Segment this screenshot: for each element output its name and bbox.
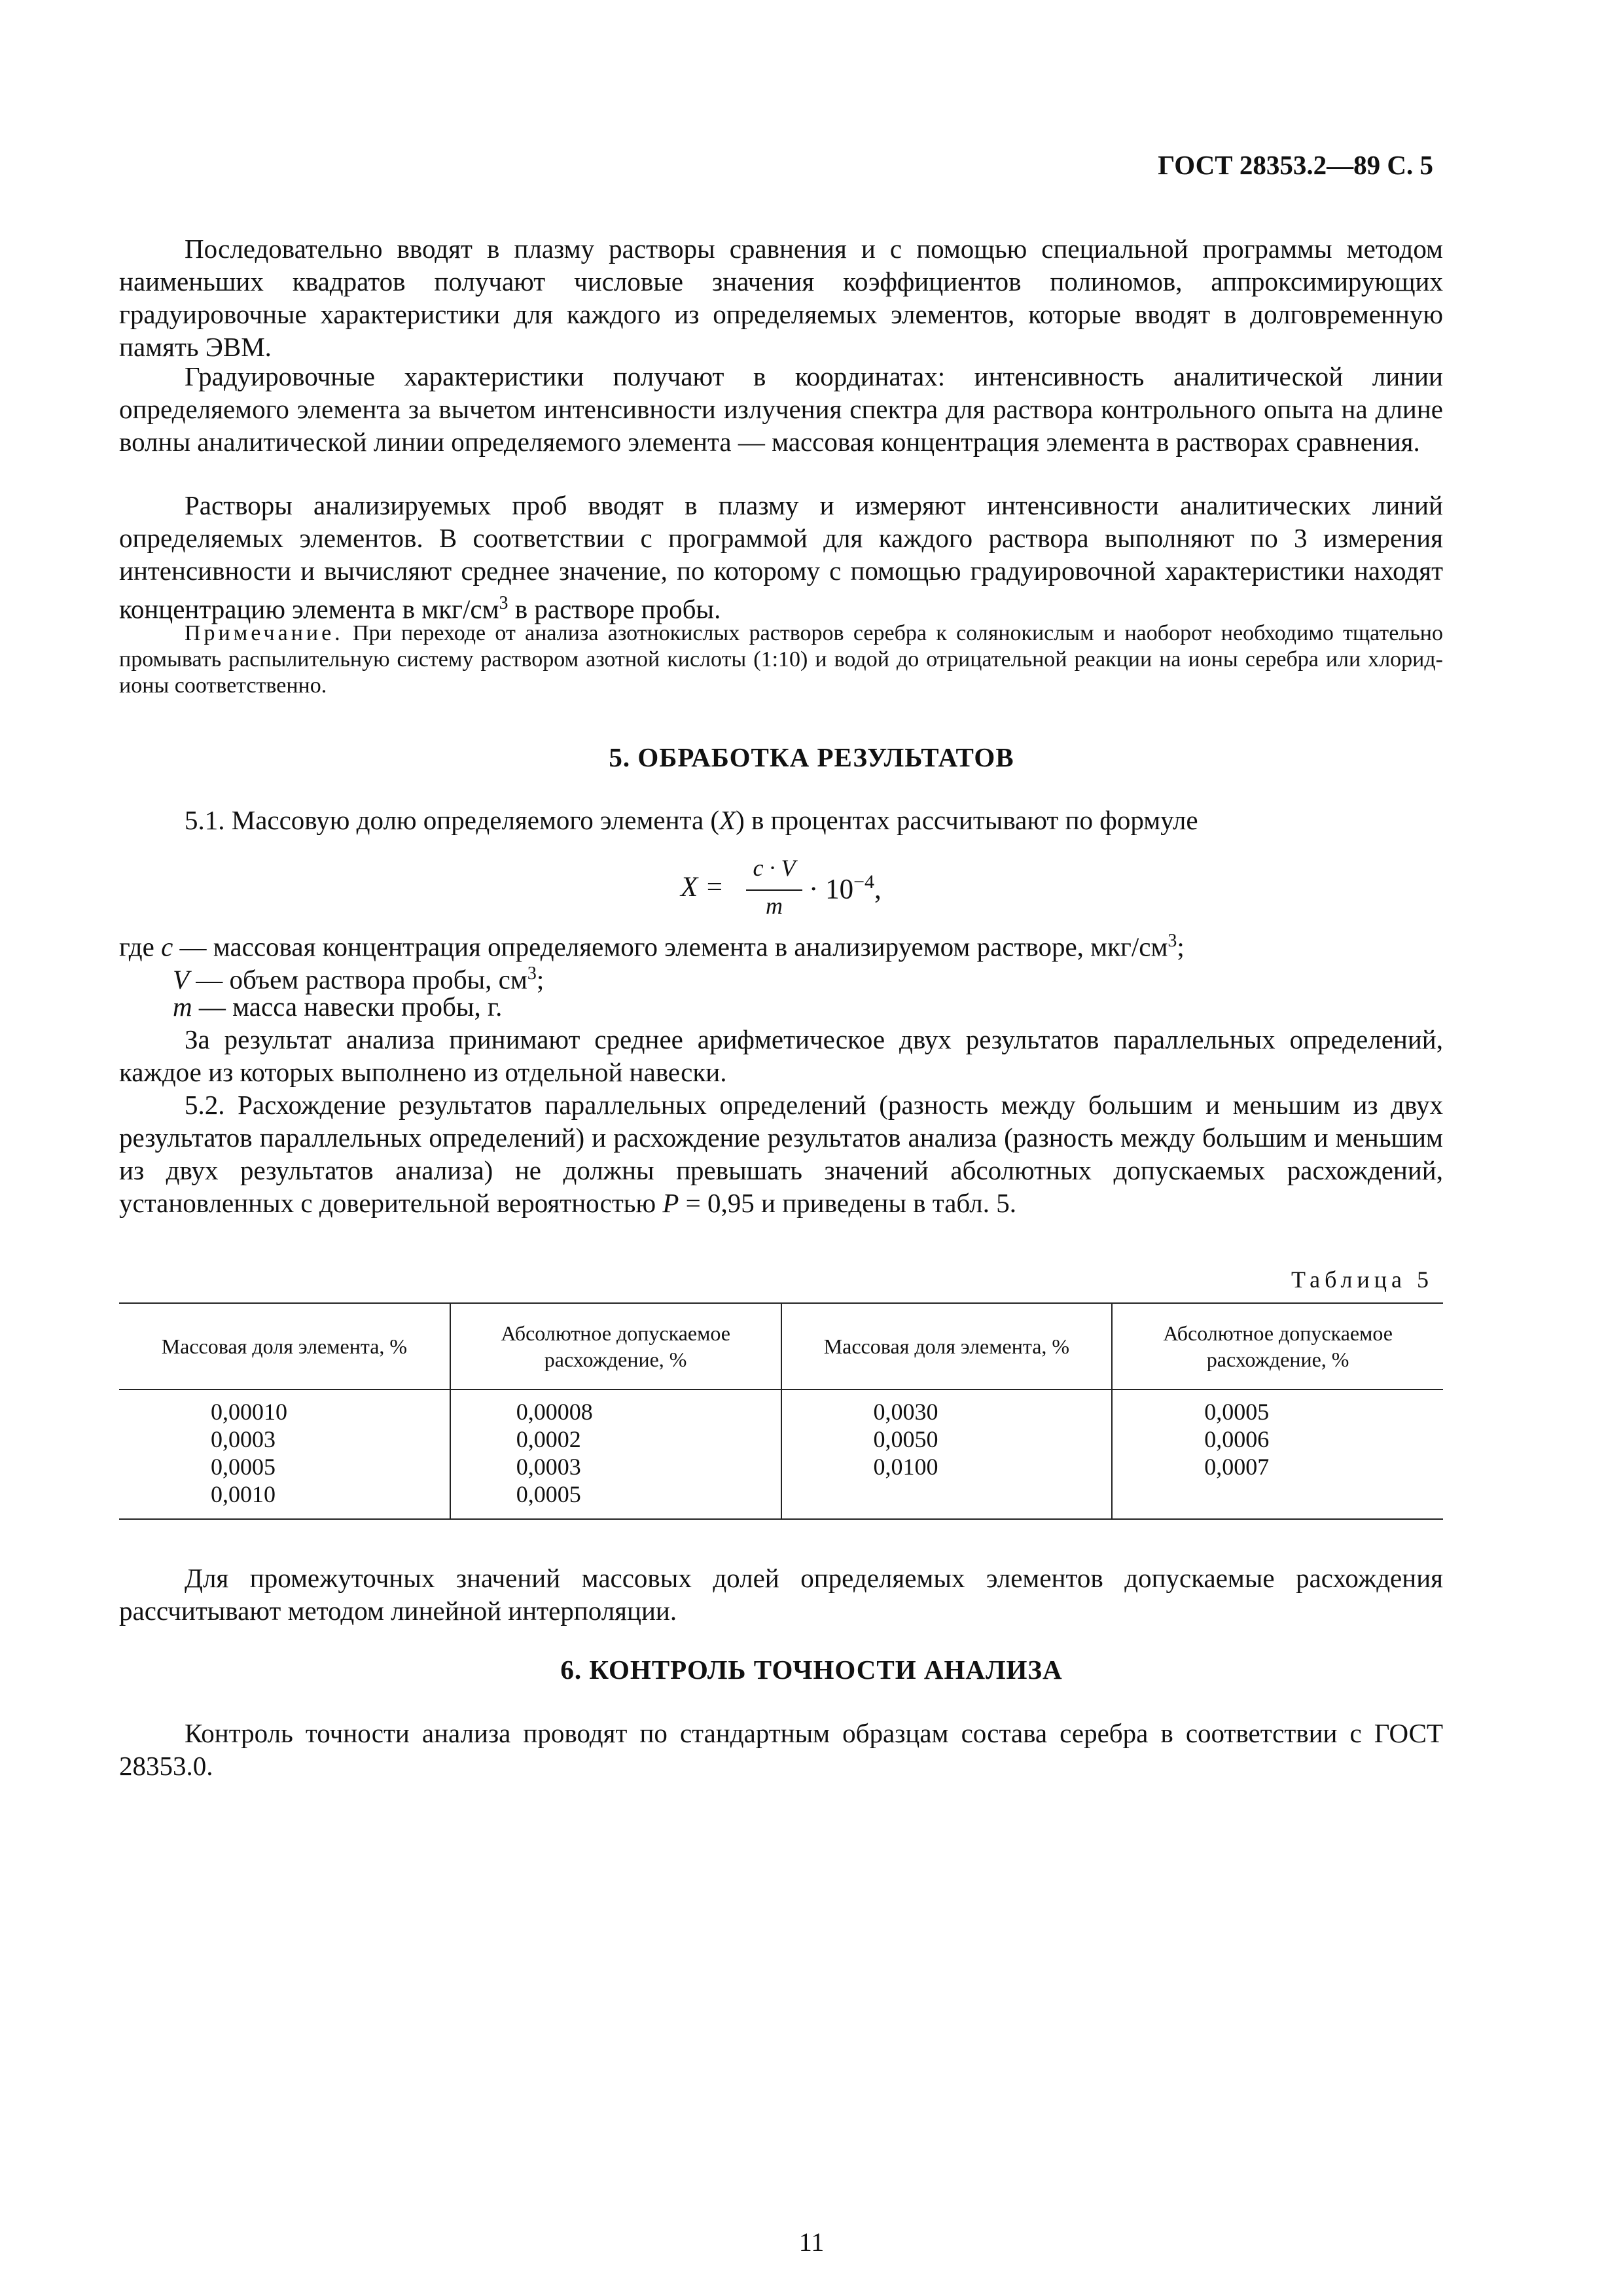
table-value: 0,0007 bbox=[1204, 1454, 1270, 1480]
document-header: ГОСТ 28353.2—89 С. 5 bbox=[1158, 150, 1433, 180]
table-cell-mass-fraction-1 bbox=[119, 1390, 450, 1519]
formula-denominator: m bbox=[766, 893, 783, 919]
table-value: 0,0100 bbox=[873, 1454, 938, 1480]
page-number: 11 bbox=[798, 2227, 825, 2257]
table-header-mass-fraction-2: Массовая доля элемента, % bbox=[781, 1303, 1113, 1390]
definition-c: где c — массовая концентрация определяемого элемента в анализируемом растворе, мкг/$см^3$; bbox=[119, 931, 1185, 962]
fraction-bar bbox=[746, 889, 802, 891]
note-block bbox=[119, 620, 1443, 699]
table-value: 0,0010 bbox=[211, 1481, 276, 1507]
paragraph-calibration-input: Последовательно вводят в плазму растворы сравнения и с помощью специальной программы методом наименьших квадратов получают числовые значения коэффициентов полиномов, аппроксимирующих градуировочные характеристики для каждого из определяемых элементов, которые вводят в долговременную память ЭВМ. bbox=[119, 234, 1443, 362]
table-header-mass-fraction-1: Массовая доля элемента, % bbox=[119, 1303, 450, 1390]
tolerance-table bbox=[119, 1302, 1443, 1520]
table-value: 0,0050 bbox=[873, 1426, 938, 1452]
note-text: При переходе от анализа азотнокислых растворов серебра к солянокислым и наоборот необходимо тщательно промывать распылительную систему раствором азотной кислоты (1:10) и водой до отрицательной реакции на ионы серебра или хлорид-ионы соответственно. bbox=[119, 621, 1443, 698]
paragraph-sample-measurement: Растворы анализируемых проб вводят в плазму и измеряют интенсивности аналитических линий определяемых элементов. В соответствии с программой для каждого раствора выполняют по 3 измерения интенсивности и вычисляют среднее значение, по которому с помощью градуировочной характеристики находят концентрацию элемента в мкг/$см^3$ в растворе пробы. bbox=[119, 490, 1443, 624]
definition-m: m — масса навески пробы, г. bbox=[173, 992, 503, 1022]
table-value: 0,0003 bbox=[211, 1426, 276, 1452]
paragraph-result: За результат анализа принимают среднее арифметическое двух результатов параллельных определений, каждое из которых выполнено из отдельной навески. bbox=[119, 1024, 1443, 1087]
formula-multiplier: · $10^{-4}$, bbox=[809, 871, 882, 905]
formula-lhs: X = bbox=[681, 872, 724, 903]
formula-numerator: c · V bbox=[753, 855, 796, 881]
paragraph-5-2: 5.2. Расхождение результатов параллельных определений (разность между большим и меньшим из двух результатов параллельных определений) и расхождение результатов анализа (разность между большим и меньшим из двух результатов анализа) не должны превышать значений абсолютных допускаемых расхождений, установленных с доверительной вероятностью P = 0,95 и приведены в табл. 5. bbox=[119, 1090, 1443, 1218]
table-cell-tolerance-2 bbox=[1112, 1390, 1443, 1519]
paragraph-accuracy-control: Контроль точности анализа проводят по стандартным образцам состава серебра в соответствии с ГОСТ 28353.0. bbox=[119, 1718, 1443, 1781]
table-value: 0,0002 bbox=[516, 1426, 581, 1452]
note-label: Примечание. bbox=[185, 621, 344, 645]
definition-v: V — объем раствора пробы, $см^3$; bbox=[173, 963, 544, 995]
table-label: Таблица 5 bbox=[1291, 1266, 1433, 1293]
table-value: 0,0005 bbox=[1204, 1399, 1270, 1425]
section-5-title: 5. ОБРАБОТКА РЕЗУЛЬТАТОВ bbox=[609, 742, 1014, 772]
paragraph-5-1: 5.1. Массовую долю определяемого элемента (X) в процентах рассчитывают по формуле bbox=[185, 805, 1198, 835]
table-value: 0,0006 bbox=[1204, 1426, 1270, 1452]
table-row bbox=[119, 1390, 1443, 1519]
table-value: 0,0005 bbox=[211, 1454, 276, 1480]
table-cell-tolerance-1 bbox=[450, 1390, 781, 1519]
table-value: 0,0005 bbox=[516, 1481, 581, 1507]
table-value: 0,00010 bbox=[211, 1399, 287, 1425]
section-6-title: 6. КОНТРОЛЬ ТОЧНОСТИ АНАЛИЗА bbox=[560, 1655, 1063, 1685]
table-value: 0,0030 bbox=[873, 1399, 938, 1425]
table-header-tolerance-2: Абсолютное допускаемое расхождение, % bbox=[1112, 1303, 1443, 1390]
table-header-tolerance-1: Абсолютное допускаемое расхождение, % bbox=[450, 1303, 781, 1390]
table-header-row bbox=[119, 1303, 1443, 1390]
table-value: 0,0003 bbox=[516, 1454, 581, 1480]
paragraph-calibration-coordinates: Градуировочные характеристики получают в координатах: интенсивность аналитической линии определяемого элемента за вычетом интенсивности излучения спектра для раствора контрольного опыта на длине волны аналитической линии определяемого элемента — массовая концентрация элемента в растворах сравнения. bbox=[119, 361, 1443, 457]
table-cell-mass-fraction-2 bbox=[781, 1390, 1113, 1519]
paragraph-interpolation: Для промежуточных значений массовых долей определяемых элементов допускаемые расхождения рассчитывают методом линейной интерполяции. bbox=[119, 1563, 1443, 1626]
table-value: 0,00008 bbox=[516, 1399, 593, 1425]
